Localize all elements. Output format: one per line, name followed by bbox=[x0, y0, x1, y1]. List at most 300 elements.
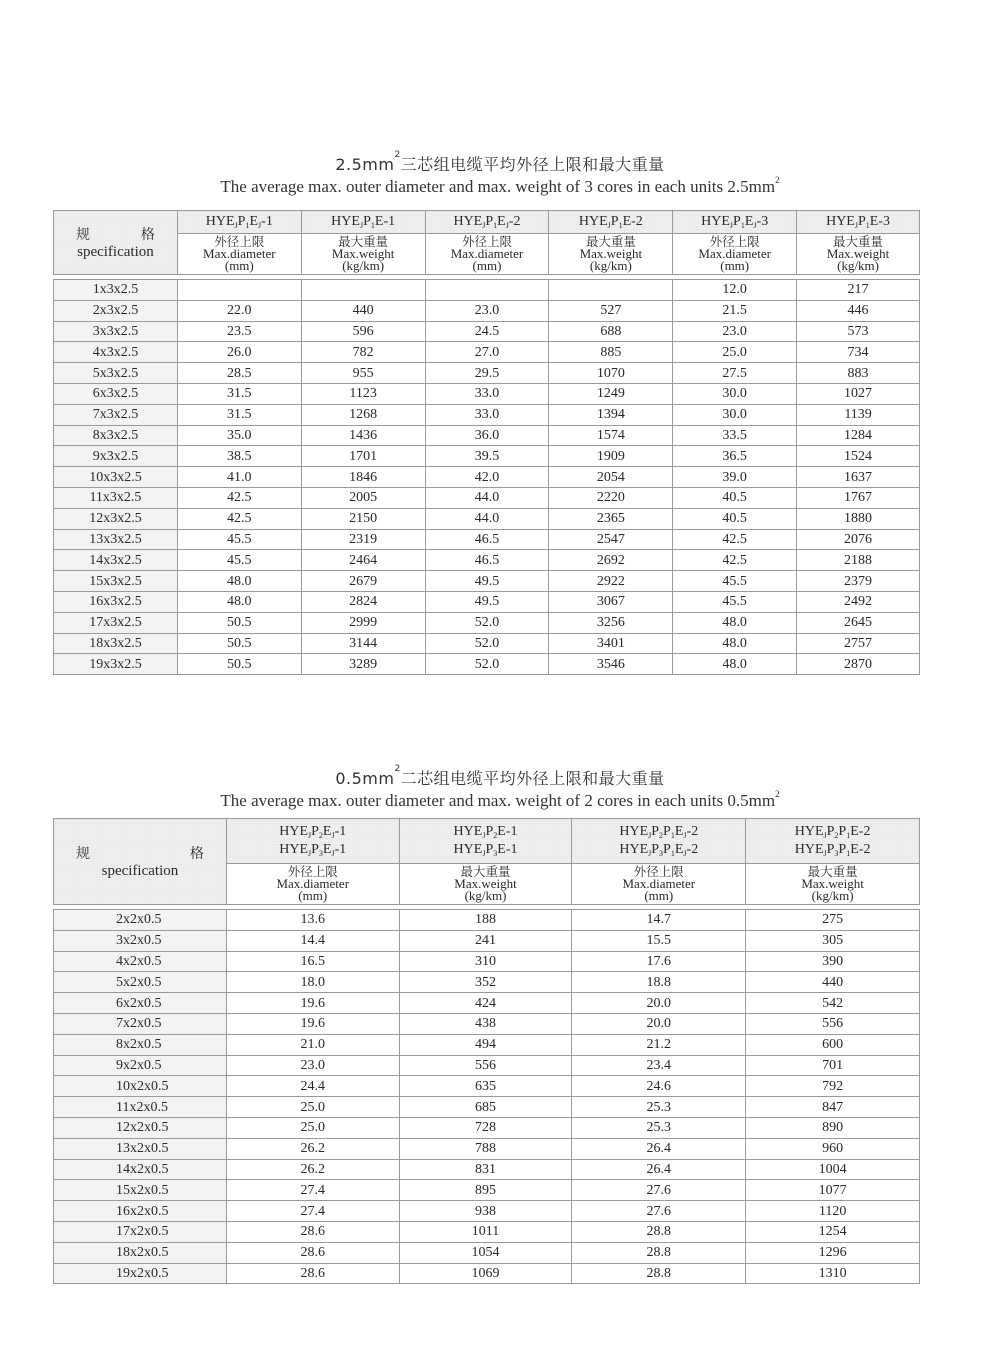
table-row bbox=[54, 363, 920, 384]
value-cell: 26.4 bbox=[572, 1159, 746, 1180]
value-cell: 2220 bbox=[549, 487, 673, 508]
spec-cell: 4x3x2.5 bbox=[54, 342, 178, 363]
spec-cell: 19x3x2.5 bbox=[54, 654, 178, 675]
value-cell: 26.2 bbox=[226, 1138, 399, 1159]
value-cell: 2679 bbox=[301, 571, 425, 592]
value-cell: 188 bbox=[399, 910, 572, 931]
subheader-unit: (kg/km) bbox=[811, 888, 854, 903]
spec-cell: 8x3x2.5 bbox=[54, 425, 178, 446]
spec-column-header bbox=[54, 819, 227, 905]
spec-cell: 2x3x2.5 bbox=[54, 300, 178, 321]
spec-cell: 12x2x0.5 bbox=[54, 1117, 227, 1138]
subheader-en: Max.weight bbox=[801, 876, 864, 891]
value-cell: 40.5 bbox=[673, 487, 797, 508]
value-cell: 26.0 bbox=[177, 342, 301, 363]
value-cell: 1077 bbox=[746, 1180, 920, 1201]
table-row bbox=[54, 571, 920, 592]
value-cell: 48.0 bbox=[673, 633, 797, 654]
value-cell: 3289 bbox=[301, 654, 425, 675]
table-row bbox=[54, 342, 920, 363]
value-cell: 556 bbox=[399, 1055, 572, 1076]
spec-cell: 13x2x0.5 bbox=[54, 1138, 227, 1159]
value-cell: 27.5 bbox=[673, 363, 797, 384]
table1-title-cn: $2.5mm^2$三芯组电缆平均外径上限和最大重量 bbox=[335, 150, 665, 174]
value-cell: 14.7 bbox=[572, 910, 746, 931]
value-cell: 2319 bbox=[301, 529, 425, 550]
spec-cell: 15x2x0.5 bbox=[54, 1180, 227, 1201]
subheader-en: Max.diameter bbox=[276, 876, 350, 891]
value-cell: 2645 bbox=[797, 612, 920, 633]
table-row bbox=[54, 300, 920, 321]
value-cell: 26.4 bbox=[572, 1138, 746, 1159]
table-row bbox=[54, 550, 920, 571]
value-cell: 18.0 bbox=[226, 972, 399, 993]
table-row bbox=[54, 972, 920, 993]
value-cell: 1524 bbox=[797, 446, 920, 467]
value-cell: 2379 bbox=[797, 571, 920, 592]
value-cell: 12.0 bbox=[673, 280, 797, 301]
value-cell: 25.0 bbox=[226, 1117, 399, 1138]
subheader-cn: 外径上限 bbox=[287, 864, 338, 879]
subheader-en: Max.diameter bbox=[450, 246, 524, 261]
subheader-en: Max.diameter bbox=[622, 876, 696, 891]
value-cell: 2464 bbox=[301, 550, 425, 571]
value-cell: 600 bbox=[746, 1034, 920, 1055]
value-cell: 1637 bbox=[797, 467, 920, 488]
value-cell: 52.0 bbox=[425, 612, 549, 633]
value-cell: 25.0 bbox=[673, 342, 797, 363]
value-cell: 16.5 bbox=[226, 951, 399, 972]
spec-cell: 11x2x0.5 bbox=[54, 1097, 227, 1118]
model-header: $HYE_JP_1E-2$ bbox=[549, 211, 673, 234]
spec-cell: 1x3x2.5 bbox=[54, 280, 178, 301]
column-subheader bbox=[399, 864, 572, 905]
value-cell: 1436 bbox=[301, 425, 425, 446]
spec-cell: 6x3x2.5 bbox=[54, 383, 178, 404]
value-cell: 28.5 bbox=[177, 363, 301, 384]
value-cell bbox=[177, 280, 301, 301]
spec-cell: 14x3x2.5 bbox=[54, 550, 178, 571]
table2-2core-0.5mm bbox=[53, 818, 920, 1284]
column-subheader bbox=[673, 234, 797, 275]
spec-header-en: specification bbox=[101, 863, 179, 879]
value-cell: 39.0 bbox=[673, 467, 797, 488]
spec-header-cn-left: 规 bbox=[76, 227, 90, 243]
value-cell: 28.8 bbox=[572, 1242, 746, 1263]
value-cell: 31.5 bbox=[177, 383, 301, 404]
value-cell: 52.0 bbox=[425, 633, 549, 654]
value-cell: 21.5 bbox=[673, 300, 797, 321]
value-cell: 1296 bbox=[746, 1242, 920, 1263]
spec-cell: 8x2x0.5 bbox=[54, 1034, 227, 1055]
subheader-cn: 外径上限 bbox=[633, 864, 684, 879]
value-cell: 3144 bbox=[301, 633, 425, 654]
table-row bbox=[54, 529, 920, 550]
model-header bbox=[572, 819, 746, 864]
value-cell: 42.0 bbox=[425, 467, 549, 488]
value-cell: 39.5 bbox=[425, 446, 549, 467]
value-cell: 25.3 bbox=[572, 1117, 746, 1138]
value-cell: 25.3 bbox=[572, 1097, 746, 1118]
value-cell: 792 bbox=[746, 1076, 920, 1097]
value-cell: 48.0 bbox=[177, 591, 301, 612]
spec-column-header bbox=[54, 211, 178, 275]
value-cell: 27.6 bbox=[572, 1201, 746, 1222]
value-cell: 36.5 bbox=[673, 446, 797, 467]
value-cell: 48.0 bbox=[673, 654, 797, 675]
subheader-cn: 外径上限 bbox=[709, 234, 760, 249]
column-subheader bbox=[797, 234, 920, 275]
value-cell: 42.5 bbox=[177, 508, 301, 529]
subheader-cn: 外径上限 bbox=[461, 234, 512, 249]
value-cell: 15.5 bbox=[572, 930, 746, 951]
model-line2: $HYE_JP_3P_1E-2$ bbox=[794, 842, 871, 858]
value-cell: 390 bbox=[746, 951, 920, 972]
table1-title bbox=[0, 152, 1000, 197]
table-row bbox=[54, 654, 920, 675]
value-cell: 35.0 bbox=[177, 425, 301, 446]
subheader-row bbox=[54, 234, 920, 275]
value-cell: 890 bbox=[746, 1117, 920, 1138]
table-row bbox=[54, 1242, 920, 1263]
value-cell: 2547 bbox=[549, 529, 673, 550]
value-cell: 275 bbox=[746, 910, 920, 931]
value-cell: 14.4 bbox=[226, 930, 399, 951]
value-cell: 44.0 bbox=[425, 487, 549, 508]
table-row bbox=[54, 1097, 920, 1118]
value-cell: 788 bbox=[399, 1138, 572, 1159]
value-cell: 782 bbox=[301, 342, 425, 363]
value-cell: 28.6 bbox=[226, 1242, 399, 1263]
value-cell: 50.5 bbox=[177, 633, 301, 654]
spec-cell: 2x2x0.5 bbox=[54, 910, 227, 931]
table-row bbox=[54, 1221, 920, 1242]
value-cell: 49.5 bbox=[425, 591, 549, 612]
subheader-cn: 最大重量 bbox=[807, 864, 858, 879]
value-cell: 685 bbox=[399, 1097, 572, 1118]
spec-header-cn-right: 格 bbox=[140, 227, 155, 243]
value-cell: 556 bbox=[746, 1013, 920, 1034]
spec-cell: 9x3x2.5 bbox=[54, 446, 178, 467]
value-cell: 241 bbox=[399, 930, 572, 951]
value-cell: 28.6 bbox=[226, 1263, 399, 1284]
subheader-unit: (mm) bbox=[720, 258, 750, 273]
table1-3core-2.5mm bbox=[53, 210, 920, 675]
table-row bbox=[54, 1034, 920, 1055]
value-cell: 17.6 bbox=[572, 951, 746, 972]
spec-cell: 4x2x0.5 bbox=[54, 951, 227, 972]
table-row bbox=[54, 487, 920, 508]
value-cell: 1284 bbox=[797, 425, 920, 446]
spec-cell: 16x2x0.5 bbox=[54, 1201, 227, 1222]
value-cell: 2492 bbox=[797, 591, 920, 612]
subheader-unit: (mm) bbox=[472, 258, 502, 273]
spec-cell: 7x3x2.5 bbox=[54, 404, 178, 425]
spec-cell: 3x3x2.5 bbox=[54, 321, 178, 342]
value-cell: 42.5 bbox=[673, 529, 797, 550]
value-cell: 19.6 bbox=[226, 993, 399, 1014]
model-header-row bbox=[54, 211, 920, 234]
value-cell: 573 bbox=[797, 321, 920, 342]
value-cell: 542 bbox=[746, 993, 920, 1014]
table-row bbox=[54, 910, 920, 931]
model-line1: $HYE_JP_2P_1E-2$ bbox=[794, 824, 871, 840]
column-subheader bbox=[177, 234, 301, 275]
value-cell: 33.5 bbox=[673, 425, 797, 446]
model-header bbox=[399, 819, 572, 864]
table-row bbox=[54, 1076, 920, 1097]
value-cell: 42.5 bbox=[673, 550, 797, 571]
value-cell: 1139 bbox=[797, 404, 920, 425]
subheader-en: Max.weight bbox=[579, 246, 643, 261]
value-cell: 23.0 bbox=[226, 1055, 399, 1076]
value-cell: 895 bbox=[399, 1180, 572, 1201]
value-cell: 24.4 bbox=[226, 1076, 399, 1097]
subheader-cn: 最大重量 bbox=[585, 234, 636, 249]
spec-cell: 7x2x0.5 bbox=[54, 1013, 227, 1034]
value-cell: 2999 bbox=[301, 612, 425, 633]
value-cell bbox=[425, 280, 549, 301]
value-cell: 50.5 bbox=[177, 654, 301, 675]
value-cell: 45.5 bbox=[673, 591, 797, 612]
column-subheader bbox=[425, 234, 549, 275]
value-cell: 44.0 bbox=[425, 508, 549, 529]
value-cell: 27.4 bbox=[226, 1201, 399, 1222]
value-cell: 13.6 bbox=[226, 910, 399, 931]
value-cell: 22.0 bbox=[177, 300, 301, 321]
table2-title-en: The average max. outer diameter and max. weight of 2 cores in each units $0.5mm^2$ bbox=[220, 789, 780, 810]
value-cell: 494 bbox=[399, 1034, 572, 1055]
value-cell: 1880 bbox=[797, 508, 920, 529]
spec-cell: 5x3x2.5 bbox=[54, 363, 178, 384]
table2-title-cn: $0.5mm^2$二芯组电缆平均外径上限和最大重量 bbox=[335, 764, 665, 788]
model-line2: $HYE_JP_3E_J-1$ bbox=[279, 842, 347, 858]
table-row bbox=[54, 1138, 920, 1159]
value-cell: 596 bbox=[301, 321, 425, 342]
value-cell: 1767 bbox=[797, 487, 920, 508]
value-cell: 2150 bbox=[301, 508, 425, 529]
value-cell: 30.0 bbox=[673, 404, 797, 425]
value-cell: 18.8 bbox=[572, 972, 746, 993]
value-cell: 310 bbox=[399, 951, 572, 972]
value-cell: 42.5 bbox=[177, 487, 301, 508]
value-cell: 2076 bbox=[797, 529, 920, 550]
value-cell: 1027 bbox=[797, 383, 920, 404]
spec-cell: 6x2x0.5 bbox=[54, 993, 227, 1014]
spec-cell: 10x2x0.5 bbox=[54, 1076, 227, 1097]
model-header: $HYE_JP_1E-1$ bbox=[301, 211, 425, 234]
spec-cell: 13x3x2.5 bbox=[54, 529, 178, 550]
table-row bbox=[54, 930, 920, 951]
value-cell: 24.6 bbox=[572, 1076, 746, 1097]
value-cell: 41.0 bbox=[177, 467, 301, 488]
spec-cell: 5x2x0.5 bbox=[54, 972, 227, 993]
spec-header-cn bbox=[54, 843, 226, 863]
value-cell: 446 bbox=[797, 300, 920, 321]
table-row bbox=[54, 1263, 920, 1284]
subheader-cn: 最大重量 bbox=[460, 864, 511, 879]
subheader-en: Max.weight bbox=[454, 876, 517, 891]
value-cell: 48.0 bbox=[673, 612, 797, 633]
value-cell: 28.8 bbox=[572, 1221, 746, 1242]
value-cell: 21.2 bbox=[572, 1034, 746, 1055]
value-cell: 30.0 bbox=[673, 383, 797, 404]
value-cell: 305 bbox=[746, 930, 920, 951]
value-cell: 46.5 bbox=[425, 550, 549, 571]
value-cell: 1701 bbox=[301, 446, 425, 467]
subheader-unit: (mm) bbox=[224, 258, 254, 273]
value-cell: 21.0 bbox=[226, 1034, 399, 1055]
value-cell: 45.5 bbox=[177, 529, 301, 550]
column-subheader bbox=[572, 864, 746, 905]
value-cell: 25.0 bbox=[226, 1097, 399, 1118]
value-cell: 3256 bbox=[549, 612, 673, 633]
spec-cell: 12x3x2.5 bbox=[54, 508, 178, 529]
value-cell: 45.5 bbox=[673, 571, 797, 592]
value-cell: 2005 bbox=[301, 487, 425, 508]
value-cell: 1310 bbox=[746, 1263, 920, 1284]
value-cell: 3067 bbox=[549, 591, 673, 612]
table-row bbox=[54, 1180, 920, 1201]
model-header: $HYE_JP_1E_J-1$ bbox=[177, 211, 301, 234]
value-cell: 1123 bbox=[301, 383, 425, 404]
spec-cell: 18x2x0.5 bbox=[54, 1242, 227, 1263]
value-cell: 883 bbox=[797, 363, 920, 384]
spec-cell: 3x2x0.5 bbox=[54, 930, 227, 951]
table-row bbox=[54, 591, 920, 612]
table-row bbox=[54, 425, 920, 446]
model-line1: $HYE_JP_2P_1E_J-2$ bbox=[619, 824, 699, 840]
table-row bbox=[54, 446, 920, 467]
model-header: $HYE_JP_1E-3$ bbox=[797, 211, 920, 234]
table-row bbox=[54, 633, 920, 654]
value-cell: 1070 bbox=[549, 363, 673, 384]
value-cell: 424 bbox=[399, 993, 572, 1014]
model-line1: $HYE_JP_2E_J-1$ bbox=[279, 824, 347, 840]
value-cell: 2824 bbox=[301, 591, 425, 612]
value-cell: 48.0 bbox=[177, 571, 301, 592]
spec-cell: 17x3x2.5 bbox=[54, 612, 178, 633]
table-row bbox=[54, 993, 920, 1014]
table-row bbox=[54, 951, 920, 972]
subheader-cn: 外径上限 bbox=[214, 234, 265, 249]
spec-cell: 10x3x2.5 bbox=[54, 467, 178, 488]
spec-cell: 11x3x2.5 bbox=[54, 487, 178, 508]
model-header: $HYE_JP_1E_J-2$ bbox=[425, 211, 549, 234]
spec-cell: 14x2x0.5 bbox=[54, 1159, 227, 1180]
value-cell: 885 bbox=[549, 342, 673, 363]
table-row bbox=[54, 612, 920, 633]
value-cell: 26.2 bbox=[226, 1159, 399, 1180]
value-cell: 1054 bbox=[399, 1242, 572, 1263]
subheader-en: Max.diameter bbox=[203, 246, 276, 261]
spec-cell: 18x3x2.5 bbox=[54, 633, 178, 654]
value-cell: 1069 bbox=[399, 1263, 572, 1284]
subheader-cn: 最大重量 bbox=[338, 234, 389, 249]
value-cell: 1268 bbox=[301, 404, 425, 425]
value-cell: 2757 bbox=[797, 633, 920, 654]
value-cell: 23.0 bbox=[673, 321, 797, 342]
column-subheader bbox=[301, 234, 425, 275]
value-cell: 2692 bbox=[549, 550, 673, 571]
value-cell: 1254 bbox=[746, 1221, 920, 1242]
value-cell: 20.0 bbox=[572, 993, 746, 1014]
value-cell: 45.5 bbox=[177, 550, 301, 571]
value-cell: 734 bbox=[797, 342, 920, 363]
value-cell: 688 bbox=[549, 321, 673, 342]
spec-header-en: specification bbox=[77, 244, 154, 260]
table-row bbox=[54, 321, 920, 342]
model-header bbox=[746, 819, 920, 864]
value-cell: 20.0 bbox=[572, 1013, 746, 1034]
value-cell: 31.5 bbox=[177, 404, 301, 425]
value-cell: 1394 bbox=[549, 404, 673, 425]
value-cell: 1011 bbox=[399, 1221, 572, 1242]
subheader-unit: (kg/km) bbox=[464, 888, 507, 903]
column-subheader bbox=[549, 234, 673, 275]
table-row bbox=[54, 280, 920, 301]
spec-header-cn-right: 格 bbox=[189, 846, 204, 862]
value-cell: 27.4 bbox=[226, 1180, 399, 1201]
model-line2: $HYE_JP_3E-1$ bbox=[453, 842, 518, 858]
value-cell: 27.6 bbox=[572, 1180, 746, 1201]
value-cell: 2188 bbox=[797, 550, 920, 571]
value-cell: 3401 bbox=[549, 633, 673, 654]
value-cell: 527 bbox=[549, 300, 673, 321]
subheader-unit: (kg/km) bbox=[589, 258, 632, 273]
value-cell: 49.5 bbox=[425, 571, 549, 592]
value-cell bbox=[549, 280, 673, 301]
value-cell: 2365 bbox=[549, 508, 673, 529]
value-cell: 635 bbox=[399, 1076, 572, 1097]
table-row bbox=[54, 383, 920, 404]
spec-cell: 16x3x2.5 bbox=[54, 591, 178, 612]
value-cell: 728 bbox=[399, 1117, 572, 1138]
value-cell: 46.5 bbox=[425, 529, 549, 550]
spec-header-cn bbox=[54, 224, 177, 244]
spec-cell: 15x3x2.5 bbox=[54, 571, 178, 592]
table-row bbox=[54, 1055, 920, 1076]
subheader-en: Max.diameter bbox=[698, 246, 771, 261]
model-header bbox=[226, 819, 399, 864]
value-cell: 19.6 bbox=[226, 1013, 399, 1034]
table-row bbox=[54, 1159, 920, 1180]
value-cell: 23.5 bbox=[177, 321, 301, 342]
value-cell: 1846 bbox=[301, 467, 425, 488]
value-cell: 217 bbox=[797, 280, 920, 301]
value-cell: 52.0 bbox=[425, 654, 549, 675]
value-cell: 701 bbox=[746, 1055, 920, 1076]
value-cell: 3546 bbox=[549, 654, 673, 675]
value-cell: 1120 bbox=[746, 1201, 920, 1222]
table2-title bbox=[0, 766, 1000, 811]
value-cell: 1004 bbox=[746, 1159, 920, 1180]
value-cell: 36.0 bbox=[425, 425, 549, 446]
subheader-en: Max.weight bbox=[331, 246, 395, 261]
value-cell: 440 bbox=[301, 300, 425, 321]
value-cell: 1574 bbox=[549, 425, 673, 446]
value-cell: 33.0 bbox=[425, 383, 549, 404]
spec-header-cn-left: 规 bbox=[76, 846, 90, 862]
subheader-unit: (mm) bbox=[644, 888, 674, 903]
table-row bbox=[54, 404, 920, 425]
value-cell: 352 bbox=[399, 972, 572, 993]
table-row bbox=[54, 1013, 920, 1034]
table-row bbox=[54, 467, 920, 488]
spec-cell: 17x2x0.5 bbox=[54, 1221, 227, 1242]
table-row bbox=[54, 508, 920, 529]
value-cell: 50.5 bbox=[177, 612, 301, 633]
